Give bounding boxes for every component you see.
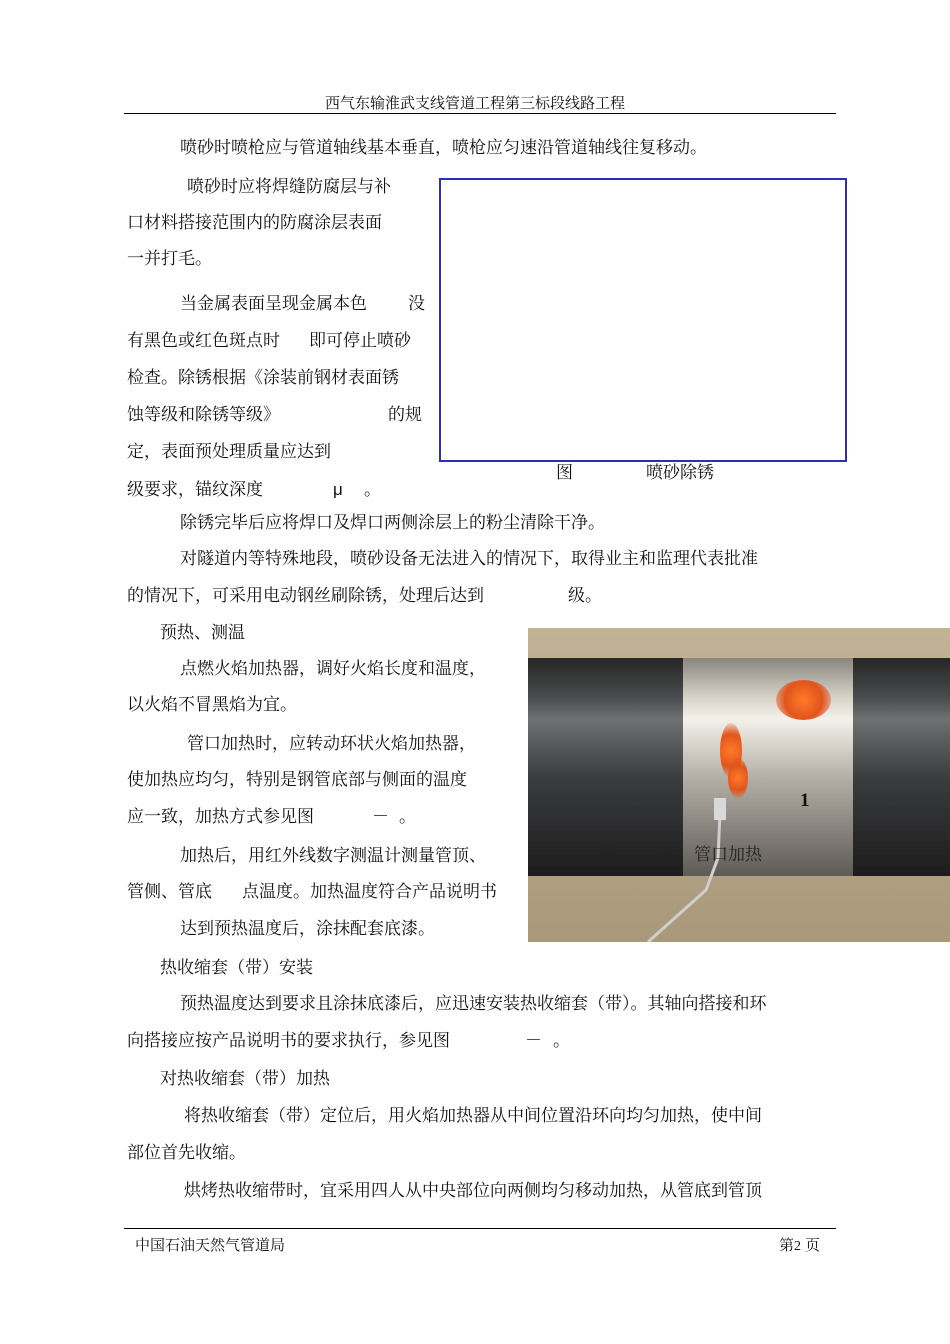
paragraph: 除锈完毕后应将焊口及焊口两侧涂层上的粉尘清除干净。 <box>180 513 605 533</box>
paragraph-line: 对隧道内等特殊地段，喷砂设备无法进入的情况下，取得业主和监理代表批准 <box>180 549 758 569</box>
figure-caption-label: 图 <box>556 463 573 483</box>
mu-symbol: μ <box>333 480 343 499</box>
paragraph-line: 管侧、管底 <box>127 882 212 902</box>
figure-caption-label: 图 <box>600 845 617 865</box>
paragraph-line: 部位首先收缩。 <box>127 1143 246 1163</box>
paragraph-line: 有黑色或红色斑点时 <box>127 331 280 351</box>
paragraph-line: 预热温度达到要求且涂抹底漆后，应迅速安装热收缩套（带）。其轴向搭接和环 <box>180 994 767 1014</box>
footer-rule <box>124 1228 836 1229</box>
paragraph-line: 级要求，锚纹深度 <box>127 480 263 500</box>
paragraph-line: 点燃火焰加热器，调好火焰长度和温度， <box>180 659 486 679</box>
figure-number: 1 <box>800 790 810 811</box>
paragraph-line: 点温度。加热温度符合产品说明书 <box>242 882 497 902</box>
paragraph-line: 没 <box>408 294 425 314</box>
pipe-heating-photo <box>528 628 950 942</box>
page-num: 2 <box>794 1239 802 1254</box>
paragraph-line: 管口加热时，应转动环状火焰加热器， <box>187 734 476 754</box>
paragraph-line: 。 <box>553 1031 570 1051</box>
page-header-title: 西气东输淮武支线管道工程第三标段线路工程 <box>324 94 625 112</box>
paragraph-line: 的规 <box>388 405 422 425</box>
footer-page-number <box>779 1234 820 1255</box>
paragraph-line: 将热收缩套（带）定位后，用火焰加热器从中间位置沿环向均匀加热，使中间 <box>184 1106 762 1126</box>
section-heading: 热收缩套（带）安装 <box>160 958 313 978</box>
header-rule <box>124 113 836 114</box>
figure-caption-text: 喷砂除锈 <box>646 463 714 483</box>
paragraph: 喷砂时喷枪应与管道轴线基本垂直，喷枪应匀速沿管道轴线往复移动。 <box>180 138 707 158</box>
paragraph-line: 定，表面预处理质量应达到 <box>127 442 331 462</box>
paragraph-line: 蚀等级和除锈等级》 <box>127 405 280 425</box>
figure-caption-dash: － <box>656 845 673 865</box>
paragraph-line: － <box>525 1031 542 1051</box>
page-suffix: 页 <box>805 1236 821 1254</box>
paragraph-line: 喷砂时应将焊缝防腐层与补 <box>187 177 391 197</box>
paragraph-line: － <box>372 807 389 827</box>
section-heading: 对热收缩套（带）加热 <box>160 1069 330 1089</box>
paragraph-line: 。 <box>399 807 416 827</box>
figure-caption-text: 管口加热 <box>694 845 762 865</box>
paragraph-line: 向搭接应按产品说明书的要求执行，参见图 <box>127 1031 450 1051</box>
page-prefix: 第 <box>779 1236 795 1254</box>
paragraph-line: 的情况下，可采用电动钢丝刷除锈，处理后达到 <box>127 586 484 606</box>
footer-organization: 中国石油天然气管道局 <box>135 1236 286 1254</box>
paragraph-line: 应一致，加热方式参见图 <box>127 807 314 827</box>
paragraph-line: 。 <box>364 480 381 500</box>
section-heading: 预热、测温 <box>160 623 245 643</box>
paragraph-line: 加热后，用红外线数字测温计测量管顶、 <box>180 846 486 866</box>
paragraph-line: 一并打毛。 <box>127 249 212 269</box>
paragraph-line: 级。 <box>568 586 602 606</box>
paragraph-line: 以火焰不冒黑焰为宜。 <box>127 695 297 715</box>
paragraph-line: 使加热应均匀，特别是钢管底部与侧面的温度 <box>127 770 467 790</box>
paragraph-line: 即可停止喷砂 <box>309 331 411 351</box>
paragraph: 烘烤热收缩带时，宜采用四人从中央部位向两侧均匀移动加热，从管底到管顶 <box>184 1181 762 1201</box>
paragraph-line: 检查。除锈根据《涂装前钢材表面锈 <box>127 368 399 388</box>
paragraph: 达到预热温度后，涂抹配套底漆。 <box>180 919 435 939</box>
figure-sandblasting-frame <box>439 178 847 462</box>
paragraph-line: 口材料搭接范围内的防腐涂层表面 <box>127 213 382 233</box>
paragraph-line: 当金属表面呈现金属本色 <box>180 294 367 314</box>
torch-image <box>528 628 950 942</box>
